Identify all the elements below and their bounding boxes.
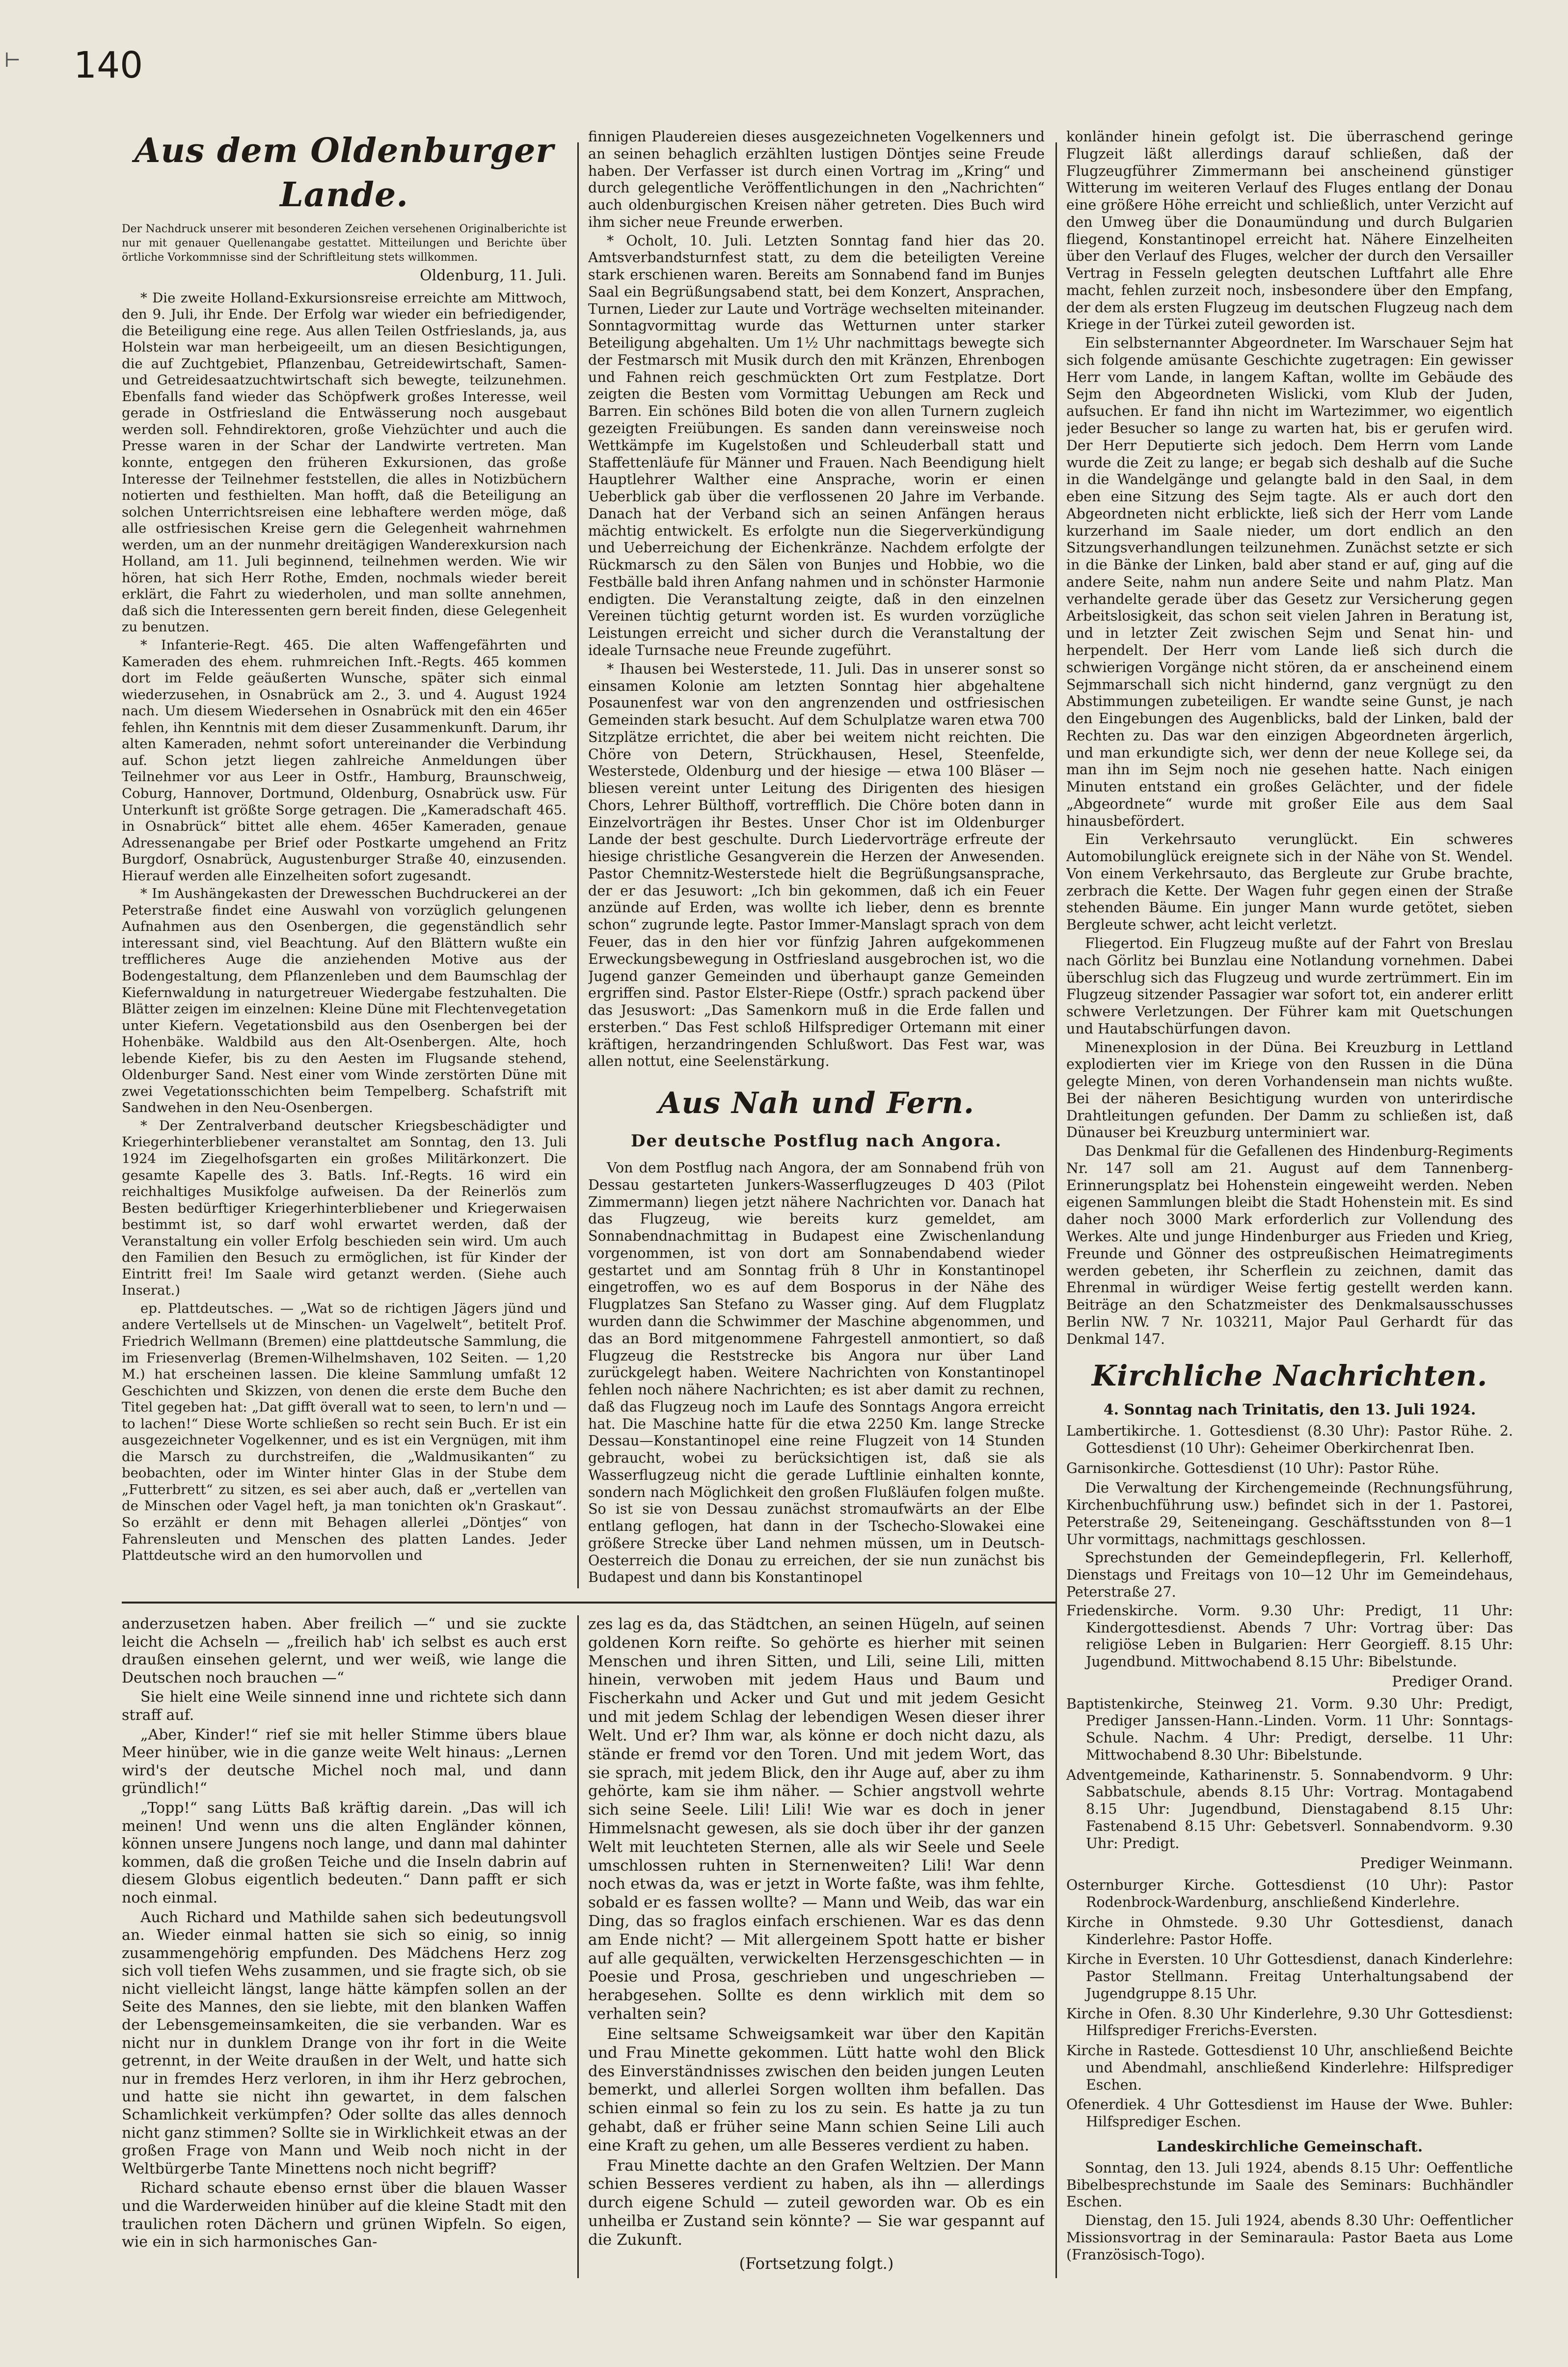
continuation-note: (Fortsetzung folgt.) [739, 2254, 894, 2273]
church-entry: Adventgemeinde, Katharinenstr. 5. Sonnabendvorm. 9 Uhr: Sabbatschule, abends 8.15 Uhr: Vortrag. Montagabend 8.15 Uhr: Jugendbund, Dienstagabend 8.15 Uhr: Fastenabend 8.15 Uhr: Gebetsverl. Sonnabendvorm. 9.30 Uhr: Predigt. [1066, 1767, 1513, 1851]
article-paragraph: * Ocholt, 10. Juli. Letzten Sonntag fand hier das 20. Amtsverbandsturnfest statt, zu dem die beteiligten Vereine stark erschienen waren. Bereits am Sonnabend fand im Bunjes Saal ein Begrüßungsabend statt, bei dem Konzert, Ansprachen, Turnen, Lieder zur Laute und Vorträge wechselten miteinander. Sonntagvormittag wurde das Wetturnen unter starker Beteiligung abgehalten. Um 1½ Uhr nachmittags bewegte sich der Festmarsch mit Musik durch den mit Kränzen, Ehrenbogen und Fahnen reich geschmückten Ort zum Festplatze. Dort zeigten die Besten vom Vormittag Uebungen am Reck und Barren. Ein schönes Bild boten die von allen Turnern zugleich gezeigten Freiübungen. Es sanden dann vereinsweise noch Wettkämpfe im Kugelstoßen und Schleuderball statt und Staffettenläufe für Männer und Frauen. Nach Beendigung hielt Hauptlehrer Walther eine Ansprache, worin er einen Ueberblick gab über die verflossenen 20 Jahre im Verbande. Danach hat der Verband sich an seinen Anfängen heraus mächtig entwickelt. Es erfolgte nun die Siegerverkündigung und Ueberreichung der Eichenkränze. Nachdem erfolgte der Rückmarsch zu den Sälen von Bunjes und Hobbie, wo die Festbälle bald ihren Anfang nahmen und in schönster Harmonie endigten. Die Veranstaltung zeigte, daß in den einzelnen Vereinen tüchtig geturnt worden ist. Es wurden vorzügliche Leistungen erreicht und sicher durch die Veranstaltung der ideale Turnsache neue Freunde zugeführt. [588, 232, 1045, 658]
reprint-note: Der Nachdruck unserer mit besonderen Zeichen versehenen Originalberichte ist nur mit genauer Quellenangabe gestattet. Mitteilungen und Berichte über örtliche Vorkommnisse sind der Schriftleitung stets willkommen. [122, 223, 567, 264]
article-headline-postflug: Der deutsche Postflug nach Angora. [630, 1131, 1002, 1151]
story-paragraph: Sie hielt eine Weile sinnend inne und richtete sich dann straff auf. [122, 1688, 567, 1724]
section-title-oldenburg: Aus dem Oldenburger Lande. [134, 131, 554, 215]
article-paragraph: Minenexplosion in der Düna. Bei Kreuzburg in Lettland explodierten vier im Kriege von den Russen in die Düna gelegte Minen, von deren Vorhandensein man nichts wußte. Bei der näheren Besichtigung wurden von unterirdische Drahtleitungen gefunden. Der Damm zu schließen ist, daß Dünauser bei Kreuzburg unterminiert war. [1066, 1039, 1513, 1141]
dateline: Oldenburg, 11. Juli. [420, 267, 567, 284]
article-paragraph: * Infanterie-Regt. 465. Die alten Waffengefährten und Kameraden des ehem. ruhmreichen Inft.-Regts. 465 kommen dort im Felde geäußerten Wunsche, später sich einmal wiederzusehen, in Osnabrück am 2., 3. und 4. August 1924 nach. Um diesem Wiedersehen in Osnabrück mit den ein 465er fehlen, ihn Kenntnis mit dem dieser Zusammenkunft. Darum, ihr alten Kameraden, nehmt sofort untereinander die Verbindung auf. Schon jetzt liegen zahlreiche Anmeldungen über Teilnehmer vor aus Leer in Ostfr., Hamburg, Braunschweig, Coburg, Hannover, Dortmund, Oldenburg, Osnabrück usw. Für Unterkunft ist größte Sorge getragen. Die „Kameradschaft 465. in Osnabrück“ bittet alle ehem. 465er Kameraden, genaue Adressenangabe per Brief oder Postkarte umgehend an Fritz Burgdorf, Osnabrück, Augustenburger Straße 40, einzusenden. Hierauf werden alle Einzelheiten sofort zugesandt. [122, 637, 567, 884]
article-paragraph: konländer hinein gefolgt ist. Die überraschend geringe Flugzeit läßt allerdings darauf schließen, daß der Flugzeugführer Zimmermann bei anscheinend günstiger Witterung im weiteren Verlauf des Fluges entlang der Donau eine größere Höhe erreicht und schließlich, unter Verzicht auf den Umweg über die Donaumündung und durch Bulgarien fliegend, Konstantinopel erreicht hat. Nähere Einzelheiten über den Verlauf des Fluges, welcher der durch den Versailler Vertrag in Fesseln gelegten deutschen Luftfahrt alle Ehre macht, fehlen zurzeit noch, insbesondere über den Empfang, der dem als ersten Flugzeug im deutschen Flugzeug nach dem Kriege in der Türkei zuteil geworden ist. [1066, 129, 1513, 333]
landeskirchliche-title: Landeskirchliche Gemeinschaft. [1156, 2138, 1423, 2155]
church-entry: Friedenskirche. Vorm. 9.30 Uhr: Predigt, 11 Uhr: Kindergottesdienst. Abends 7 Uhr: Vortrag über: Das religiöse Leben in Bulgarien: Herr Georgieff. 8.15 Uhr: Jugendbund. Mittwochabend 8.15 Uhr: Bibelstunde. [1066, 1602, 1513, 1670]
church-entry: Kirche in Rastede. Gottesdienst 10 Uhr, anschließend Beichte und Abendmahl, anschließend Kinderlehre: Hilfsprediger Eschen. [1066, 2042, 1513, 2093]
article-paragraph: * Ihausen bei Westerstede, 11. Juli. Das in unserer sonst so einsamen Kolonie am letzten Sonntag hier abgehaltene Posaunenfest war von den angrenzenden und ostfriesischen Gemeinden stark besucht. Auf dem Schulplatze waren etwa 700 Sitzplätze errichtet, die aber bei weitem nicht reichten. Die Chöre von Detern, Strückhausen, Hesel, Steenfelde, Westerstede, Oldenburg und der hiesige — etwa 100 Bläser — bliesen vereint unter Leitung des Dirigenten des hiesigen Chors, Lehrer Bülthoff, vortrefflich. Die Chöre boten dann in Einzelvorträgen ihr Bestes. Unser Chor ist im Oldenburger Lande der best geschulte. Durch Liedervorträge erfreute der hiesige christliche Gesangverein die Herzen der Anwesenden. Pastor Chemnitz-Westerstede hielt die Begrüßungsansprache, der er das Jesuwort: „Ich bin gekommen, daß ich ein Feuer anzünde auf Erden, was wollte ich lieber, denn es brennte schon“ zugrunde legte. Pastor Immer-Manslagt sprach von dem Feuer, das in den hier vor fünfzig Jahren aufgekommenen Erweckungsbewegung in Ostfriesland ausgebrochen ist, wo die Jugend ganzer Gemeinden und überhaupt ganze Gemeinden ergriffen sind. Pastor Elster-Riepe (Ostfr.) sprach packend über das Jesuswort: „Das Samenkorn muß in die Erde fallen und ersterben.“ Das Fest schloß Hilfsprediger Ortemann mit einer kräftigen, herzandringenden Schlußwort. Das Fest war, was allen nottut, eine Seelenstärkung. [588, 660, 1045, 1070]
church-entry: Ofenerdiek. 4 Uhr Gottesdienst im Hause der Wwe. Buhler: Hilfsprediger Eschen. [1066, 2096, 1513, 2130]
column-oldenburger-lande [122, 129, 567, 1594]
column-right [1066, 129, 1513, 2279]
church-signature: Prediger Weinmann. [1360, 1854, 1513, 1872]
section-title-nah-fern: Aus Nah und Fern. [658, 1086, 974, 1121]
article-paragraph: Fliegertod. Ein Flugzeug mußte auf der Fahrt von Breslau nach Görlitz bei Bunzlau eine Notlandung vornehmen. Dabei überschlug sich das Flugzeug und wurde zertrümmert. Ein im Flugzeug sitzender Passagier war sofort tot, ein anderer erlitt schwere Verletzungen. Der Führer kam mit Quetschungen und Hautabschürfungen davon. [1066, 935, 1513, 1037]
story-paragraph: „Aber, Kinder!“ rief sie mit heller Stimme übers blaue Meer hinüber, wie in die ganze weite Welt hinaus: „Lernen wird's der deutsche Michel noch mal, und dann gründlich!“ [122, 1726, 567, 1797]
church-signature: Prediger Orand. [1392, 1673, 1513, 1690]
church-entry: Die Verwaltung der Kirchengemeinde (Rechnungsführung, Kirchenbuchführung usw.) befindet sich in der 1. Pastorei, Peterstraße 29, Seiteneingang. Geschäftsstunden von 8—1 Uhr vormittags, nachmittags geschlossen. [1066, 1480, 1513, 1548]
page-number: 140 [74, 44, 143, 86]
church-entry: Sonntag, den 13. Juli 1924, abends 8.15 Uhr: Oeffentliche Bibelbesprechstunde im Saale des Seminars: Buchhändler Eschen. [1066, 2159, 1513, 2210]
church-entry: Kirche in Ohmstede. 9.30 Uhr Gottesdienst, danach Kinderlehre: Pastor Hoffe. [1066, 1914, 1513, 1948]
church-entry: Baptistenkirche, Steinweg 21. Vorm. 9.30 Uhr: Predigt, Prediger Janssen-Hann.-Linden. Vorm. 11 Uhr: Sonntags-Schule. Nachm. 4 Uhr: Predigt, derselbe. 11 Uhr: Mittwochabend 8.30 Uhr: Bibelstunde. [1066, 1695, 1513, 1763]
article-paragraph: Ein selbsternannter Abgeordneter. Im Warschauer Sejm hat sich folgende amüsante Geschichte zugetragen: Ein gewisser Herr vom Lande, in langem Kaftan, wollte im Gebäude des Sejm den Abgeordneten Wislicki, vom Klub der Juden, aufsuchen. Er fand ihn nicht im Wartezimmer, wo eigentlich jeder Besucher so lange zu warten hat, bis er gerufen wird. Der Herr Deputierte sich jedoch. Dem Herrn vom Lande wurde die Zeit zu lange; er begab sich deshalb auf die Suche in die Wandelgänge und gelangte bald in den Saal, in dem eben eine Sitzung des Sejm tagte. Als er auch dort den Abgeordneten nicht erblickte, ließ sich der Herr vom Lande kurzerhand im Saale nieder, um dort endlich an den Sitzungsverhandlungen teilzunehmen. Zunächst setzte er sich in die Bänke der Linken, bald aber stand er auf, ging auf die andere Seite, nahm nun andere Seite und nahm Platz. Man verhandelte gerade über das Gesetz zur Versicherung gegen Arbeitslosigkeit, das schon seit vielen Jahren in Beratung ist, und in letzter Zeit zwischen Sejm und Senat hin- und herpendelt. Der Herr vom Lande ließ sich durch die schwierigen Vorgänge nicht stören, da er anscheinend einem Sejmmarschall sich nicht hindernd, ganz vergnügt zu den Abstimmungen zubeteiligen. Er wandte seine Gunst, je nach den Eingebungen des Augenblicks, bald der Linken, bald der Rechten zu. Das war den einzigen Abgeordneten ärgerlich, und man erkundigte sich, wer denn der neue Kollege sei, da man ihn im Sejm noch nie gesehen hatte. Nach einigen Minuten entstand ein großes Gelächter, und der fidele „Abgeordnete“ wurde mit großer Eile aus dem Saal hinausbefördert. [1066, 335, 1513, 829]
feuilleton-left [122, 1615, 567, 2278]
article-paragraph: Ein Verkehrsauto verunglückt. Ein schweres Automobilunglück ereignete sich in der Nähe von St. Wendel. Von einem Verkehrsauto, das Bergleute zur Grube brachte, zerbrach die Kette. Der Wagen fuhr gegen einen der Straße stehenden Bäume. Ein junger Mann wurde getötet, sieben Bergleute schwer, acht leicht verletzt. [1066, 831, 1513, 933]
story-paragraph: Frau Minette dachte an den Grafen Weltzien. Der Mann schien Besseres verdient zu haben, als ihn — allerdings durch eigene Schuld — zuteil geworden war. Ob es ein unheilba er Zustand sein könnte? — Sie war gespannt auf die Zukunft. [588, 2156, 1045, 2249]
church-entry: Sprechstunden der Gemeindepflegerin, Frl. Kellerhoff, Dienstags und Freitags von 10—12 Uhr im Gemeindehaus, Peterstraße 27. [1066, 1550, 1513, 1601]
church-entry: Kirche in Eversten. 10 Uhr Gottesdienst, danach Kinderlehre: Pastor Stellmann. Freitag Unterhaltungsabend der Jugendgruppe 8.15 Uhr. [1066, 1951, 1513, 2002]
story-paragraph: Auch Richard und Mathilde sahen sich bedeutungsvoll an. Wieder einmal hatten sie sich so einig, so innig zusammengehörig empfunden. Des Mädchens Herz zog sich voll tiefen Wehs zusammen, und sie fragte sich, ob sie nicht vielleicht längst, lange hätte kämpfen sollen an der Seite des Mannes, den sie liebte, mit den blanken Waffen der Lebensgemeinsamkeiten, die sie verbanden. War es nicht nur in dunklem Drange von ihr fort in die Weite getrennt, in der Weite draußen in der Welt, und hatte sich nur in fremdes Herz verloren, in ihm ihr Herz gebrochen, und hatte sie nicht ihn gewartet, in dem falschen Schamlichkeit verkümpfen? Oder sollte das alles dennoch nicht ganz stimmen? Sollte sie in Wirklichkeit etwas an der großen Frage von Mann und Weib noch nicht in der Weltbürgerbe Tante Minettens noch nicht begriff? [122, 1908, 567, 2177]
article-paragraph: Von dem Postflug nach Angora, der am Sonnabend früh von Dessau gestarteten Junkers-Wasserflugzeuges D 403 (Pilot Zimmermann) liegen jetzt nähere Nachrichten vor. Danach hat das Flugzeug, wie bereits kurz gemeldet, am Sonnabendnachmittag in Budapest eine Zwischenlandung vorgenommen, ist von dort am Sonnabendabend wieder gestartet und am Sonntag früh 8 Uhr in Konstantinopel eingetroffen, wo es auf dem Bosporus in der Nähe des Flugplatzes San Stefano zu Wasser ging. Auf dem Flugplatz wurden dann die Schwimmer der Maschine abgenommen, und das an Bord mitgenommene Fahrgestell anmontiert, so daß Flugzeug die Reststrecke bis Angora nur über Land zurückgelegt haben. Weitere Nachrichten von Konstantinopel fehlen noch nähere Nachrichten; es ist aber damit zu rechnen, daß das Flugzeug noch im Laufe des Sonntags Angora erreicht hat. Die Maschine hatte für die etwa 2250 Km. lange Strecke Dessau—Konstantinopel eine reine Flugzeit von 14 Stunden gebraucht, wobei zu berücksichtigen ist, daß sie als Wasserflugzeug nicht die gerade Luftlinie einhalten konnte, sondern nach Möglichkeit den großen Flußläufen folgen mußte. So ist sie von Dessau zunächst stromaufwärts an der Elbe entlang geflogen, hat dann in der Tschecho-Slowakei eine größere Strecke über Land nehmen müssen, um in Deutsch-Oesterreich die Donau zu erreichen, der sie nun zunächst bis Budapest und dann bis Konstantinopel [588, 1160, 1045, 1586]
church-entry: Dienstag, den 15. Juli 1924, abends 8.30 Uhr: Oeffentlicher Missionsvortrag in der Seminaraula: Pastor Baeta aus Lome (Französisch-Togo). [1066, 2212, 1513, 2263]
story-paragraph: zes lag es da, das Städtchen, an seinen Hügeln, auf seinen goldenen Korn reifte. So gehörte es hierher mit seinen Menschen und ihren Sitten, und Lili, seine Lili, mitten hinein, verwoben mit jedem Haus und Baum und Fischerkahn und Acker und Gut und mit jedem Gesicht und mit jedem Schlag der lebendigen Wesen dieser ihrer Welt. Und er? Ihm war, als könne er doch nicht dazu, als stände er fremd vor den Toren. Und mit jedem Wort, das sie sprach, mit jedem Blick, den ihr Auge auf, aber zu ihm gehörte, kam sie ihm näher. — Schier angstvoll wehrte sich seine Seele. Lili! Lili! Wie war es doch in jener Himmelsnacht gewesen, als sie doch über ihr der ganzen Welt mit leuchteten Sternen, alle als wir Seele und Seele umschlossen ruhten in Sternenweiten? Lili! War denn noch etwas da, was er jetzt in Worte faßte, was ihm fehlte, sobald er es fassen wollte? — Mann und Weib, das war ein Ding, das so fraglos einfach erschienen. War es das denn am Ende nicht? — Mit allergeinem Spott hatte er bisher auf alle gequälten, verwickelten Herzensgeschichten — in Poesie und Prosa, geschrieben und ungeschrieben — herabgesehen. Sollte es denn wirklich mit dem so verhalten sein? [588, 1615, 1045, 2023]
column-rule-2 [1055, 142, 1057, 2278]
article-paragraph: finnigen Plaudereien dieses ausgezeichneten Vogelkenners und an seinen behaglich erzählten lustigen Döntjes seine Freude haben. Der Verfasser ist durch einen Vortrag im „Kring“ und durch gelegentliche Veröffentlichungen in den „Nachrichten“ auch oldenburgischen Kreisen näher getreten. Dies Buch wird ihm sicher neue Freunde erwerben. [588, 129, 1045, 230]
column-middle [588, 129, 1045, 1594]
story-paragraph: Eine seltsame Schweigsamkeit war über den Kapitän und Frau Minette gekommen. Lütt hatte wohl den Blick des Einverständnisses zwischen den beiden jungen Leuten bemerkt, und allerlei Sorgen wollten ihm befallen. Das schien einmal so fein zu los zu sein. Es hatte ja zu tun gehabt, daß er früher seine Mann schien Seine Lili auch eine Kraft zu gehen, um alle Besseres verdient zu haben. [588, 2025, 1045, 2154]
church-entry: Garnisonkirche. Gottesdienst (10 Uhr): Pastor Rühe. [1066, 1460, 1439, 1476]
church-entry: Lambertikirche. 1. Gottesdienst (8.30 Uhr): Pastor Rühe. 2. Gottesdienst (10 Uhr): Geheimer Oberkirchenrat Iben. [1066, 1423, 1513, 1456]
column-rule-1 [577, 142, 579, 1588]
story-paragraph: anderzusetzen haben. Aber freilich —“ und sie zuckte leicht die Achseln — „freilich hab' ich selbst es auch erst draußen einsehen gelernt, und wer weiß, wie lange die Deutschen noch brauchen —“ [122, 1615, 567, 1687]
article-paragraph: Das Denkmal für die Gefallenen des Hindenburg-Regiments Nr. 147 soll am 21. August auf dem Tannenberg-Erinnerungsplatz bei Hohenstein eingeweiht werden. Neben eigenen Sammlungen bleibt die Stadt Hohenstein mit. Es sind daher noch 3000 Mark erforderlich zur Vollendung des Werkes. Alte und junge Hindenburger aus Frieden und Krieg, Freunde und Gönner des ostpreußischen Heimatregiments werden gebeten, ihr Scherflein zu zeichnen, damit das Ehrenmal in würdiger Weise fertig gestellt werden kann. Beiträge an den Schatzmeister des Denkmalsausschusses Berlin NW. 7 Nr. 103211, Major Paul Gerhardt für das Denkmal 147. [1066, 1143, 1513, 1347]
church-date: 4. Sonntag nach Trinitatis, den 13. Juli 1924. [1103, 1401, 1476, 1419]
article-paragraph: ep. Plattdeutsches. — „Wat so de richtigen Jägers jünd und andere Vertellsels ut de Minschen- un Vagelwelt“, betitelt Prof. Friedrich Wellmann (Bremen) eine plattdeutsche Sammlung, die im Friesenverlag (Bremen-Wilhelmshaven, 102 Seiten. — 1,20 M.) hat erscheinen lassen. Die kleine Sammlung umfaßt 12 Geschichten und Skizzen, von denen die erste dem Buche den Titel gegeben hat: „Dat gifft överall wat to seen, to lern'n und — to lachen!“ Diese Worte schließen so recht sein Buch. Er ist ein ausgezeichneter Vogelkenner, und es ist ein Vergnügen, mit ihm die Marsch zu durchstreifen, die „Waldmusikanten“ zu beobachten, oder im Winter hinter Glas in der Stube dem „Futterbrett“ zu sitzen, es sei aber auch, daß er „vertellen van de Minschen oder Vagel heft, ja man tonichten ok'n Graskaut“. So erzählt er denn mit Behagen allerlei „Döntjes“ von Fahrensleuten und Menschen des platten Landes. Jeder Plattdeutsche wird an den humorvollen und [122, 1300, 567, 1564]
feuilleton-rule [122, 1602, 1055, 1604]
section-title-kirchliche: Kirchliche Nachrichten. [1091, 1359, 1488, 1393]
margin-mark: ⊢ [4, 49, 21, 72]
church-entry: Osternburger Kirche. Gottesdienst (10 Uhr): Pastor Rodenbrock-Wardenburg, anschließend Kinderlehre. [1066, 1877, 1513, 1911]
church-entry: Kirche in Ofen. 8.30 Uhr Kinderlehre, 9.30 Uhr Gottesdienst: Hilfsprediger Frerichs-Eversten. [1066, 2005, 1513, 2039]
article-paragraph: * Im Aushängekasten der Drewesschen Buchdruckerei an der Peterstraße findet eine Auswahl von vorzüglich gelungenen Aufnahmen aus den Osenbergen, die gegenständlich sehr interessant sind, viel Beachtung. Auf den Blättern wußte ein trefflicheres Auge die anziehenden Motive aus der Bodengestaltung, dem Pflanzenleben und dem Baumschlag der Kiefernwaldung in naturgetreuer Wiedergabe festzuhalten. Die Blätter zeigen im einzelnen: Kleine Düne mit Flechtenvegetation unter Kiefern. Vegetationsbild aus den Osenbergen bei der Hohenbäke. Waldbild aus den Alt-Osenbergen. Alte, hoch lebende Kiefer, bis zu den Aesten im Flugsande stehend, Oldenburger Sand. Nest einer vom Winde zerstörten Düne mit zwei Vegetationsschichten beim Tempelberg. Schafstrift mit Sandwehen in den Neu-Osenbergen. [122, 886, 567, 1116]
feuilleton-middle [588, 1615, 1045, 2278]
article-paragraph: * Der Zentralverband deutscher Kriegsbeschädigter und Kriegerhinterbliebener veranstaltet am Sonntag, den 13. Juli 1924 im Ziegelhofsgarten ein großes Militärkonzert. Die gesamte Kapelle des 3. Batls. Inf.-Regts. 16 wird ein reichhaltiges Musikfolge aufweisen. Da der Reinerlös zum Besten bedürftiger Kriegerhinterbliebener und Kriegerwaisen bestimmt ist, so darf wohl erwartet werden, daß der Veranstaltung ein voller Erfolg beschieden sein wird. Um auch den Familien den Besuch zu ermöglichen, ist für Kinder der Eintritt frei! Im Saale wird getanzt werden. (Siehe auch Inserat.) [122, 1117, 567, 1299]
story-paragraph: „Topp!“ sang Lütts Baß kräftig darein. „Das will ich meinen! Und wenn uns die alten Engländer können, können unsere Jungens noch lange, und dann mal dahinter kommen, daß die großen Teiche und die Inseln dabrin auf diesem Globus eigentlich bedeuten.“ Dann pafft er sich noch einmal. [122, 1799, 567, 1906]
story-paragraph: Richard schaute ebenso ernst über die blauen Wasser und die Warderweiden hinüber auf die kleine Stadt mit den traulichen roten Dächern und grünen Wipfeln. So eigen, wie ein in sich harmonisches Gan- [122, 2179, 567, 2251]
article-paragraph: * Die zweite Holland-Exkursionsreise erreichte am Mittwoch, den 9. Juli, ihr Ende. Der Erfolg war wieder ein befriedigender, die Beteiligung eine rege. Aus allen Teilen Ostfrieslands, ja, aus Holstein war man herbeigeeilt, um an diesen Besichtigungen, die auf Zuchtgebiet, Pflanzenbau, Getreidewirtschaft, Samen- und Getreidesaatzuchtwirtschaft sich bewegte, teilzunehmen. Ebenfalls fand wieder das Schöpfwerk großes Interesse, weil gerade in Ostfriesland die Entwässerung noch ausgebaut werden soll. Fehndirektoren, große Viehzüchter und auch die Presse waren in der Schar der Landwirte vertreten. Man konnte, entgegen den früheren Exkursionen, das große Interesse der Teilnehmer feststellen, die alles in Notizbüchern notierten und festhielten. Man hofft, daß die Beteiligung an solchen Unterrichtsreisen eine lebhaftere werden möge, daß alle ostfriesischen Kreise gern die Gelegenheit wahrnehmen werden, um an der nunmehr dreitägigen Wanderexkursion nach Holland, am 11. Juli beginnend, teilnehmen werden. Wie wir hören, hat sich Herr Rothe, Emden, nochmals wieder bereit erklärt, die Fahrt zu wiederholen, und man sollte annehmen, daß sich die Interessenten gern bereit finden, diese Gelegenheit zu benutzen. [122, 290, 567, 635]
bottom-column-rule [577, 1615, 579, 2278]
